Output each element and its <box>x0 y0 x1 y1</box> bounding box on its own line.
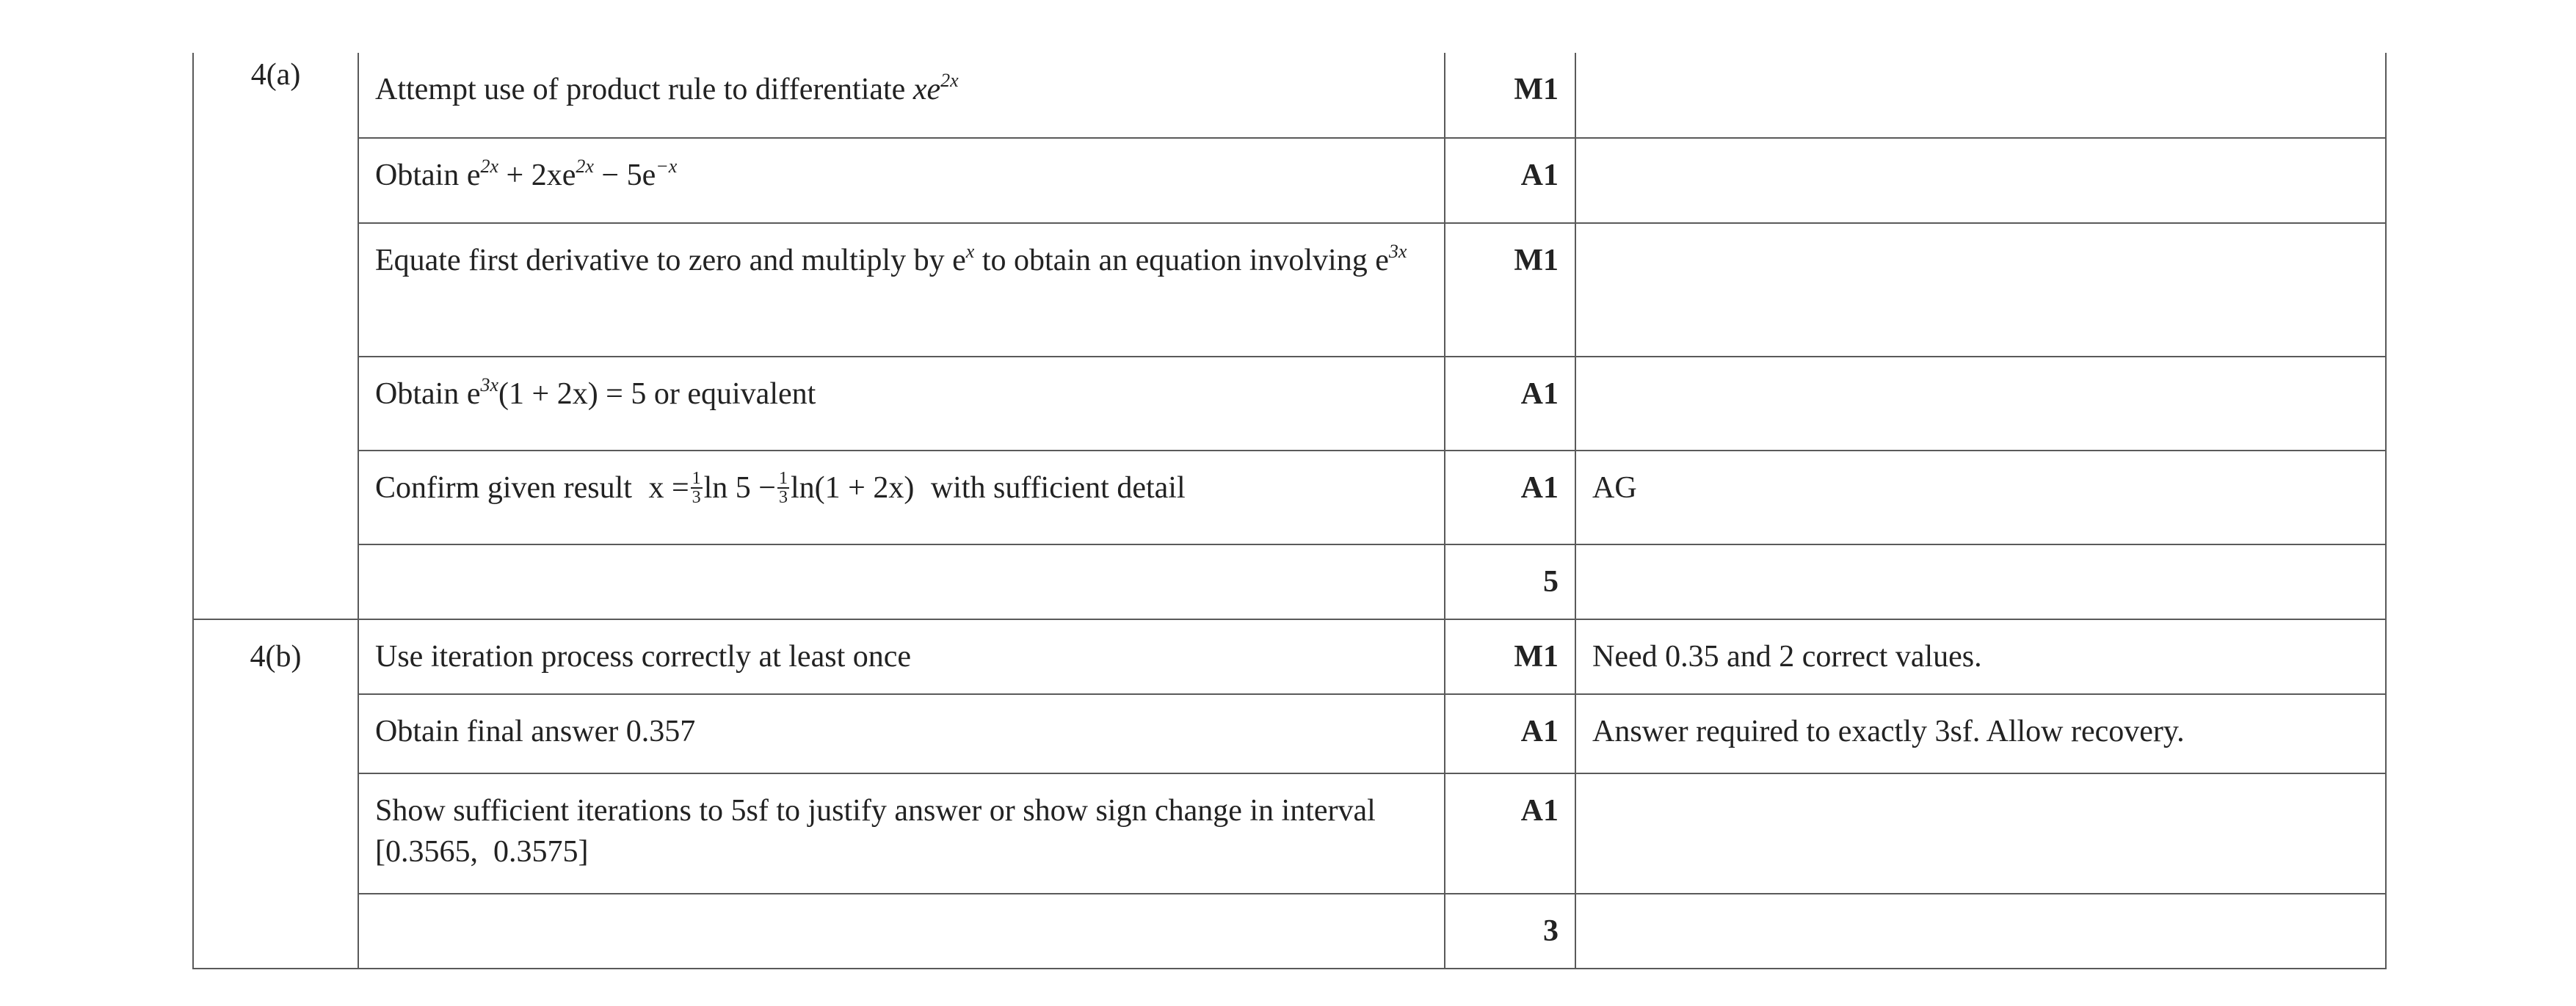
answer-cell: Use iteration process correctly at least once <box>358 619 1445 694</box>
table-row <box>193 53 2386 138</box>
guidance-cell: AG <box>1575 451 2386 544</box>
table-row <box>193 357 2386 451</box>
answer-cell: Obtain $e^{3x}(1 + 2x) = 5$ or equivalent <box>358 357 1445 451</box>
table-row <box>193 138 2386 223</box>
fraction: $\frac{1}{3}$ <box>779 469 788 508</box>
mark-cell: M1 <box>1445 53 1575 138</box>
answer-cell <box>358 894 1445 969</box>
math-expression: $xe^{2x}$ <box>913 70 959 106</box>
mark-cell: A1 <box>1445 694 1575 773</box>
answer-cell: Confirm given result x = $\frac{1}{3}$ ln 5 − $\frac{1}{3}$ ln(1 + 2x) with sufficient detail <box>358 451 1445 544</box>
answer-cell: Obtain $e^{2x} + 2xe^{2x} - 5e^{-x}$ <box>358 138 1445 223</box>
guidance-cell <box>1575 544 2386 619</box>
guidance-cell <box>1575 894 2386 969</box>
math-expression: [0.3565, 0.3575] <box>375 835 589 869</box>
table-row <box>193 773 2386 894</box>
math-expression: $e^x$ <box>952 241 975 277</box>
table-row <box>193 694 2386 773</box>
mark-cell: A1 <box>1445 357 1575 451</box>
math-expression: $e^{3x}$ <box>1375 241 1407 277</box>
mark-scheme-table <box>192 53 2387 969</box>
answer-cell: Attempt use of product rule to differentiate $xe^{2x}$ <box>358 53 1445 138</box>
answer-cell: Obtain final answer 0.357 <box>358 694 1445 773</box>
question-label: 4(b) <box>193 619 358 969</box>
mark-cell: M1 <box>1445 223 1575 357</box>
mark-cell: A1 <box>1445 773 1575 894</box>
math-expression: x = $\frac{1}{3}$ ln 5 − $\frac{1}{3}$ ln(1 + 2x) <box>648 469 915 508</box>
math-expression: $e^{3x}(1 + 2x) = 5$ <box>466 374 647 411</box>
total-mark-cell: 3 <box>1445 894 1575 969</box>
mark-cell: A1 <box>1445 451 1575 544</box>
table-row <box>193 544 2386 619</box>
mark-cell: M1 <box>1445 619 1575 694</box>
guidance-cell: Answer required to exactly 3sf. Allow recovery. <box>1575 694 2386 773</box>
total-mark-cell: 5 <box>1445 544 1575 619</box>
table-row <box>193 619 2386 694</box>
guidance-cell <box>1575 223 2386 357</box>
mark-cell: A1 <box>1445 138 1575 223</box>
table-row <box>193 223 2386 357</box>
table-row <box>193 894 2386 969</box>
question-label: 4(a) <box>193 53 358 619</box>
math-expression: $e^{2x} + 2xe^{2x} - 5e^{-x}$ <box>466 156 678 192</box>
guidance-cell <box>1575 773 2386 894</box>
math-expression: 0.357 <box>625 715 696 748</box>
answer-cell <box>358 544 1445 619</box>
table-row <box>193 451 2386 544</box>
fraction: $\frac{1}{3}$ <box>692 469 701 508</box>
guidance-cell <box>1575 357 2386 451</box>
guidance-cell <box>1575 53 2386 138</box>
answer-cell: Show sufficient iterations to 5sf to justify answer or show sign change in interval [0.3565, 0.3575] <box>358 773 1445 894</box>
guidance-cell: Need 0.35 and 2 correct values. <box>1575 619 2386 694</box>
answer-cell: Equate first derivative to zero and multiply by $e^x$ to obtain an equation involving $e^{3x}$ <box>358 223 1445 357</box>
guidance-cell <box>1575 138 2386 223</box>
